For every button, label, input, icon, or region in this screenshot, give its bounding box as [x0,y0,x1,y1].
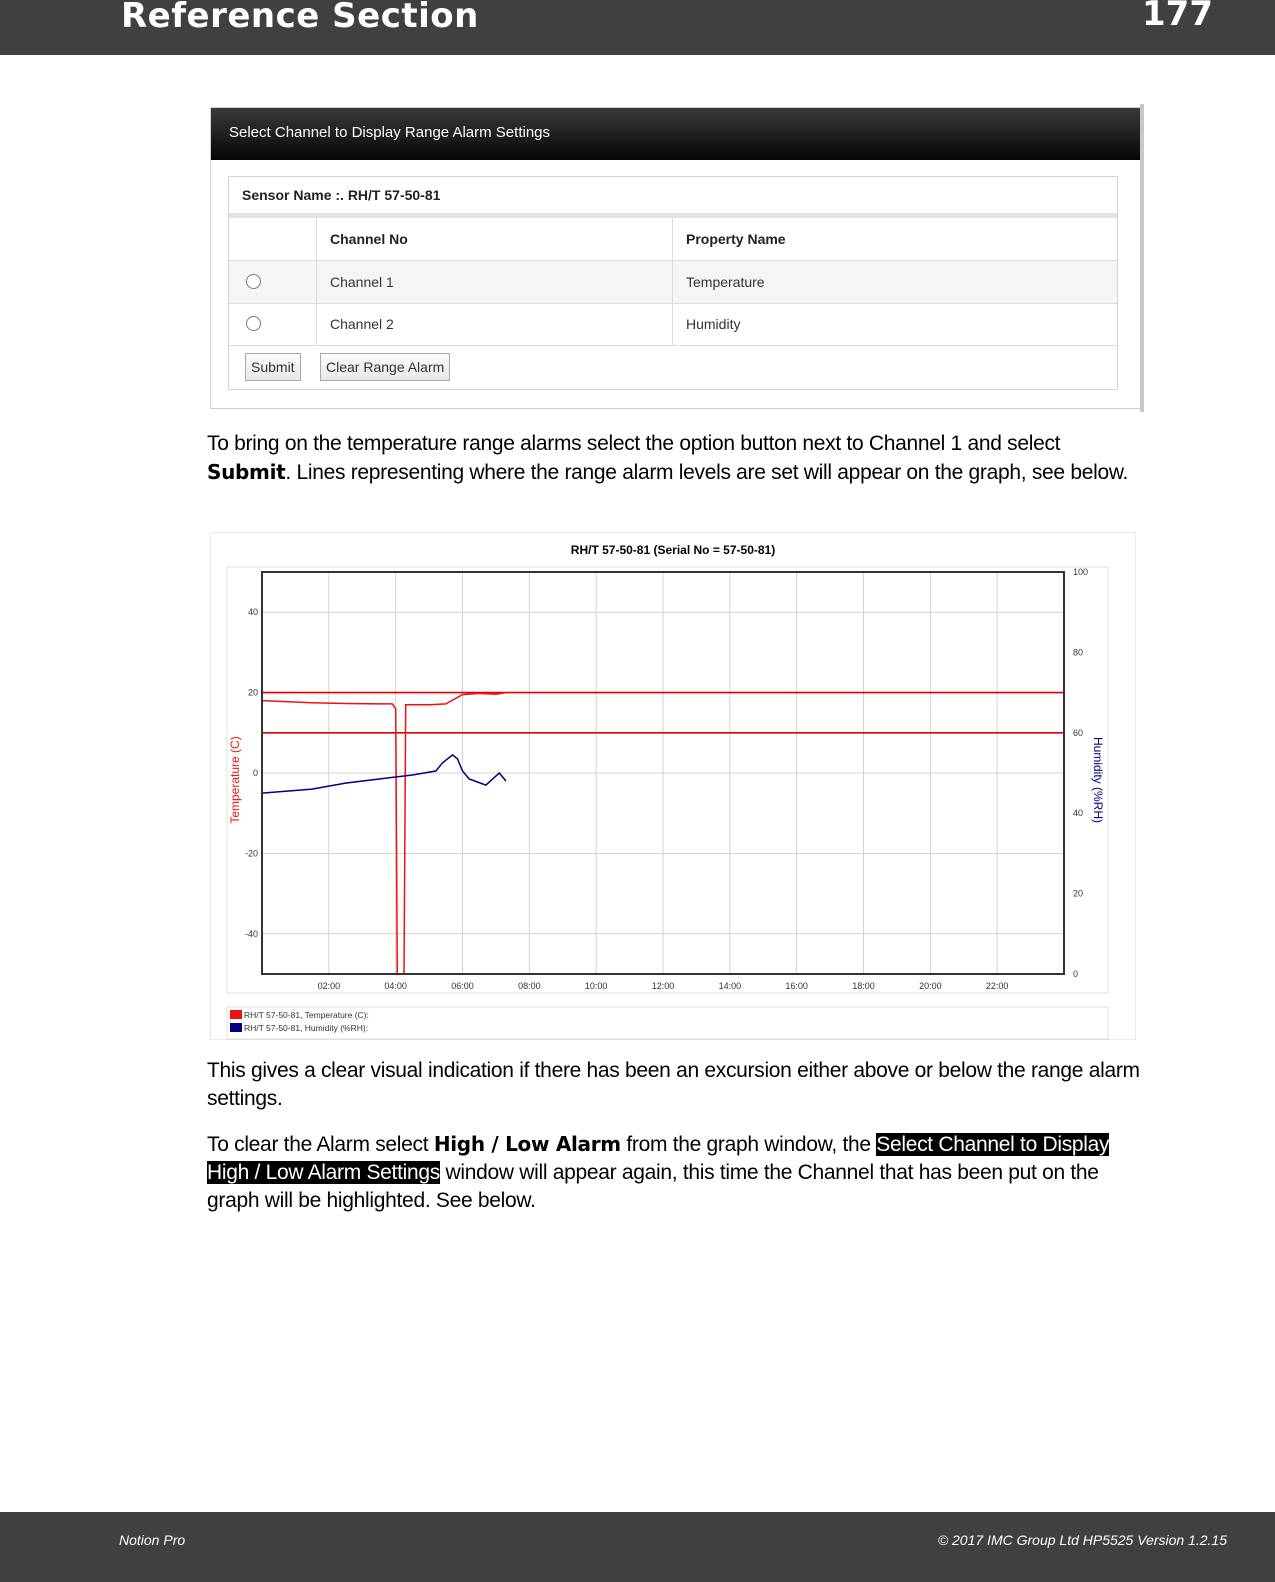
clear-range-alarm-button[interactable]: Clear Range Alarm [320,353,450,381]
channel-1-radio[interactable] [246,274,261,289]
dialog-scrollbar[interactable] [1140,104,1144,412]
y2-axis-label: Humidity (%RH) [1091,736,1105,824]
chart-title: RH/T 57-50-81 (Serial No = 57-50-81) [570,543,776,557]
alarm-chart [210,532,1136,1040]
channel-cell: Channel 2 [317,303,673,345]
highlighted-window-name: Select Channel to Display High / Low Alarm Settings [207,1133,1110,1184]
y2-tick-label: 40 [1073,808,1084,819]
legend-swatch [230,1010,242,1019]
channel-2-radio[interactable] [246,316,261,331]
column-header-channel: Channel No [317,218,673,260]
y2-tick-label: 60 [1073,727,1084,738]
y2-tick-label: 100 [1073,567,1089,577]
y-tick-label: -40 [244,928,258,939]
sensor-name: Sensor Name :. RH/T 57-50-81 [242,187,441,203]
property-cell: Temperature [686,274,765,290]
page-footer [0,1512,1275,1582]
legend-label: RH/T 57-50-81, Humidity (%RH): [244,1023,369,1033]
y-axis-label: Temperature (C) [228,736,242,824]
y-tick-label: 20 [247,687,258,698]
x-tick-label: 20:00 [919,981,942,991]
x-tick-label: 04:00 [384,981,407,991]
high-low-alarm-emphasis: High / Low Alarm [433,1132,621,1156]
x-tick-label: 22:00 [985,981,1009,991]
paragraph-excursion: This gives a clear visual indication if there has been an excursion either above or below the range alarm settings. [207,1059,1140,1110]
x-tick-label: 10:00 [584,981,608,991]
y2-tick-label: 80 [1073,647,1084,658]
sensor-header [229,177,1117,218]
table-header-row [229,218,1117,261]
dialog-title: Select Channel to Display Range Alarm Settings [229,124,551,141]
submit-emphasis: Submit [207,460,286,484]
legend-swatch [230,1023,242,1032]
x-tick-label: 16:00 [785,981,808,991]
sensor-panel [228,176,1118,390]
footer-product: Notion Pro [119,1532,186,1548]
y-tick-label: 40 [247,607,258,618]
x-tick-label: 12:00 [651,981,675,991]
paragraph-clear-alarm: To clear the Alarm select High / Low Alarm from the graph window, the Select Channel to Display High / Low Alarm Settings window will appear again, this time the Channel that has been put on the graph will be highlighted. See below. [207,1132,1110,1212]
x-tick-label: 02:00 [317,981,341,991]
x-tick-label: 18:00 [852,981,875,991]
x-tick-label: 06:00 [451,981,474,991]
property-cell: Humidity [686,316,741,332]
channel-cell: Channel 1 [317,261,673,303]
x-tick-label: 08:00 [518,981,541,991]
y-tick-label: -20 [244,848,258,859]
x-tick-label: 14:00 [718,981,742,991]
paragraph-instructions: To bring on the temperature range alarms select the option button next to Channel 1 and select Submit. Lines representing where the range alarm levels are set will appear on the graph, see below. [207,432,1129,484]
footer-copyright: © 2017 IMC Group Ltd HP5525 Version 1.2.15 [937,1532,1227,1548]
table-row[interactable] [229,303,1117,346]
chart-canvas [210,532,1136,1040]
column-header-property: Property Name [686,231,786,247]
dialog-title-bar [211,108,1143,160]
submit-button[interactable]: Submit [245,353,301,381]
y2-tick-label: 20 [1073,888,1084,899]
page-number: 177 [1142,0,1213,34]
y-tick-label: 0 [252,768,258,778]
legend-label: RH/T 57-50-81, Temperature (C): [244,1010,369,1020]
y2-tick-label: 0 [1073,969,1079,979]
table-row[interactable] [229,261,1117,304]
range-alarm-dialog [210,107,1144,409]
column-header-select [229,218,317,260]
page-header [0,0,1275,55]
section-title: Reference Section [121,0,479,36]
